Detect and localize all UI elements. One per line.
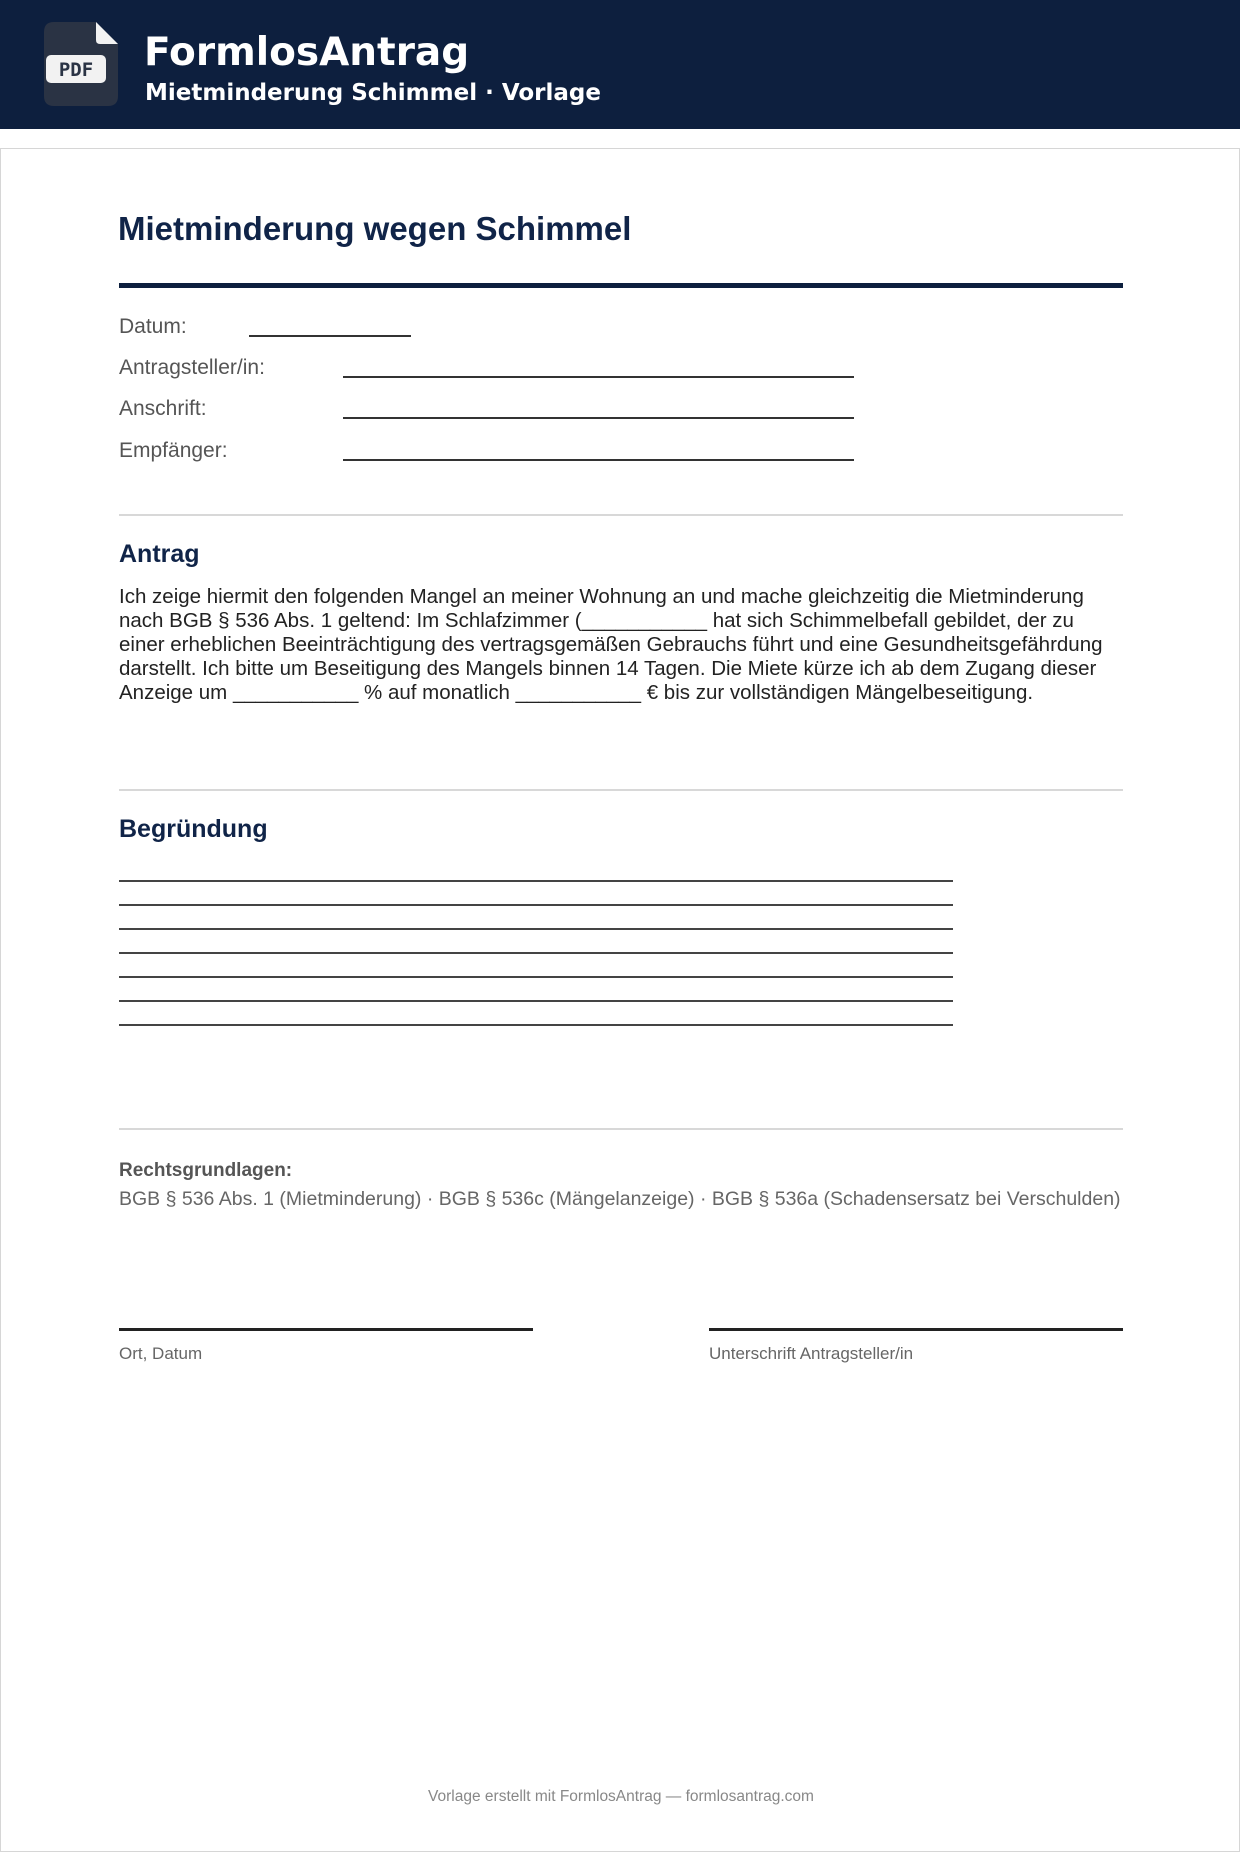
section-divider <box>119 789 1123 791</box>
section-heading-begruendung: Begründung <box>119 815 268 843</box>
antrag-line: darstellt. Ich bitte um Beseitigung des Mangels binnen 14 Tagen. Die Miete kürze ich ab dem Zugang dieser <box>119 657 1097 680</box>
begruendung-line[interactable] <box>119 952 953 954</box>
title-rule <box>119 283 1123 288</box>
begruendung-line[interactable] <box>119 1024 953 1026</box>
signature-label-ort-datum: Ort, Datum <box>119 1344 203 1363</box>
field-blank-anschrift[interactable] <box>343 417 854 419</box>
app-header <box>0 0 1240 129</box>
document-title: Mietminderung wegen Schimmel <box>118 210 632 247</box>
signature-line-unterschrift[interactable] <box>709 1328 1123 1331</box>
signature-label-unterschrift: Unterschrift Antragsteller/in <box>709 1344 914 1363</box>
footer-credit: Vorlage erstellt mit FormlosAntrag — formlosantrag.com <box>428 1788 814 1805</box>
legal-text: BGB § 536 Abs. 1 (Mietminderung) · BGB § 536c (Mängelanzeige) · BGB § 536a (Schadensersatz bei Verschulden) <box>119 1188 1121 1210</box>
brand-subtitle: Mietminderung Schimmel · Vorlage <box>145 80 601 106</box>
pdf-file-icon <box>44 22 118 106</box>
pdf-icon-label: PDF <box>58 59 94 81</box>
legal-heading: Rechtsgrundlagen: <box>119 1160 293 1181</box>
begruendung-line[interactable] <box>119 1000 953 1002</box>
begruendung-line[interactable] <box>119 928 953 930</box>
antrag-text <box>119 585 1129 705</box>
section-divider <box>119 514 1123 516</box>
begruendung-line[interactable] <box>119 976 953 978</box>
section-divider <box>119 1128 1123 1130</box>
antrag-line: Ich zeige hiermit den folgenden Mangel an meiner Wohnung an und mache gleichzeitig die Mietminderung <box>119 585 1084 608</box>
brand-title: FormlosAntrag <box>144 30 470 75</box>
field-label-anschrift: Anschrift: <box>119 397 207 420</box>
antrag-line: nach BGB § 536 Abs. 1 geltend: Im Schlafzimmer (___________ hat sich Schimmelbefall gebildet, der zu <box>119 609 1074 632</box>
field-label-empfaenger: Empfänger: <box>119 439 228 462</box>
begruendung-line[interactable] <box>119 880 953 882</box>
begruendung-line[interactable] <box>119 904 953 906</box>
antrag-line: einer erheblichen Beeinträchtigung des vertragsgemäßen Gebrauchs führt und eine Gesundheitsgefährdung <box>119 633 1103 656</box>
antrag-line: Anzeige um ___________ % auf monatlich ___________ € bis zur vollständigen Mängelbeseitigung. <box>119 681 1034 704</box>
section-heading-antrag: Antrag <box>119 540 200 568</box>
field-blank-datum[interactable] <box>249 335 411 337</box>
field-blank-empfaenger[interactable] <box>343 459 854 461</box>
field-label-antragsteller: Antragsteller/in: <box>119 356 265 379</box>
document-sheet <box>0 148 1240 1852</box>
signature-line-ort-datum[interactable] <box>119 1328 533 1331</box>
field-label-datum: Datum: <box>119 315 187 338</box>
field-blank-antragsteller[interactable] <box>343 376 854 378</box>
